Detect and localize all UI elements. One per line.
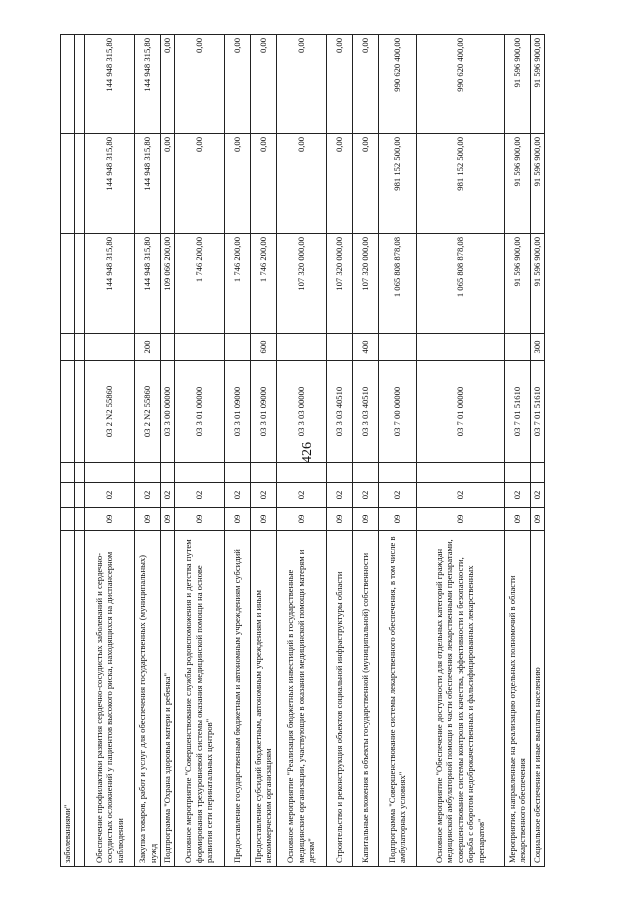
gp-code: 09 [250, 508, 276, 531]
table-row [174, 35, 224, 867]
vr-code [378, 334, 416, 361]
rz-code: 02 [161, 483, 175, 508]
rz-code: 02 [530, 483, 544, 508]
sum-3: 91 596 900,00 [504, 35, 530, 134]
sum-2: 144 948 315,80 [135, 134, 161, 234]
spacer-cell [75, 334, 85, 361]
rz-code: 02 [276, 483, 326, 508]
csr-code: 03 3 03 00000 [276, 361, 326, 463]
vr-code [61, 334, 75, 361]
gp-code: 09 [276, 508, 326, 531]
sum-3: 0,00 [250, 35, 276, 134]
sum-2: 0,00 [224, 134, 250, 234]
sum-2: 0,00 [250, 134, 276, 234]
csr-code: 03 2 N2 55860 [135, 361, 161, 463]
pr-code [378, 463, 416, 483]
spacer-cell [75, 234, 85, 334]
vr-code [276, 334, 326, 361]
row-description: Капитальные вложения в объекты государственной (муниципальной) собственности [352, 531, 378, 867]
sum-3 [61, 35, 75, 134]
row-description: Предоставление государственным бюджетным и автономным учреждениям субсидий [224, 531, 250, 867]
csr-code: 03 3 03 40510 [352, 361, 378, 463]
sum-1: 107 320 000,00 [276, 234, 326, 334]
row-description: Подпрограмма "Охрана здоровья матери и ребенка" [161, 531, 175, 867]
sum-1: 109 066 200,00 [161, 234, 175, 334]
gp-code: 09 [530, 508, 544, 531]
row-description: Мероприятия, направленные на реализацию отдельных полномочий в области лекарственного обеспечения [504, 531, 530, 867]
sum-3: 0,00 [352, 35, 378, 134]
budget-table [60, 34, 545, 867]
gp-code: 09 [224, 508, 250, 531]
sum-2: 0,00 [352, 134, 378, 234]
csr-code: 03 3 01 09000 [250, 361, 276, 463]
table-row [352, 35, 378, 867]
vr-code: 300 [530, 334, 544, 361]
row-description: Обеспечение профилактики развития сердечно-сосудистых заболеваний и сердечно-сосудистых осложнений у пациентов высокого риска, находящихся на диспансерном наблюдении [85, 531, 135, 867]
rz-code: 02 [85, 483, 135, 508]
gp-code: 09 [135, 508, 161, 531]
rz-code [61, 483, 75, 508]
table-row [224, 35, 250, 867]
vr-code [161, 334, 175, 361]
spacer-cell [75, 35, 85, 134]
row-description: Основное мероприятие "Реализация бюджетных инвестиций в государственные медицинские организации, участвующие в оказании медицинской помощи матерям и детям" [276, 531, 326, 867]
pr-code [250, 463, 276, 483]
sum-1: 1 746 200,00 [174, 234, 224, 334]
gp-code: 09 [504, 508, 530, 531]
pr-code [530, 463, 544, 483]
sum-3: 990 620 400,00 [416, 35, 504, 134]
sum-2 [61, 134, 75, 234]
row-description: Основное мероприятие "Обеспечение доступности для отдельных категорий граждан медицинской амбулаторной помощи в части обеспечения лекарственными препаратами, совершенствование системы контроля их качества, эффективности и безопасности, борьба с оборотом недоброкачественных и фальсифицированных лекарственных препаратов" [416, 531, 504, 867]
vr-code: 600 [250, 334, 276, 361]
sum-2: 144 948 315,80 [85, 134, 135, 234]
vr-code [504, 334, 530, 361]
row-description: заболеваниями" [61, 531, 75, 867]
pr-code [61, 463, 75, 483]
rz-code: 02 [174, 483, 224, 508]
gp-code: 09 [174, 508, 224, 531]
spacer-cell [75, 134, 85, 234]
spacer-cell [75, 463, 85, 483]
rz-code: 02 [224, 483, 250, 508]
vr-code: 400 [352, 334, 378, 361]
csr-code: 03 2 N2 55860 [85, 361, 135, 463]
pr-code [504, 463, 530, 483]
pr-code [161, 463, 175, 483]
csr-code: 03 7 01 51610 [504, 361, 530, 463]
sum-1: 1 065 808 878,08 [378, 234, 416, 334]
sum-2: 0,00 [276, 134, 326, 234]
sum-1: 107 320 000,00 [352, 234, 378, 334]
csr-code: 03 3 01 09000 [224, 361, 250, 463]
sum-3: 144 948 315,80 [85, 35, 135, 134]
pr-code [352, 463, 378, 483]
pr-code [276, 463, 326, 483]
table-row [161, 35, 175, 867]
sum-3: 0,00 [326, 35, 352, 134]
sum-2: 0,00 [161, 134, 175, 234]
sum-1: 1 746 200,00 [224, 234, 250, 334]
sum-1 [61, 234, 75, 334]
table-row [61, 35, 75, 867]
table-row [135, 35, 161, 867]
row-description: Социальное обеспечение и иные выплаты населению [530, 531, 544, 867]
table-row [378, 35, 416, 867]
csr-code [61, 361, 75, 463]
sum-3: 990 620 400,00 [378, 35, 416, 134]
sum-1: 1 065 808 878,08 [416, 234, 504, 334]
table-row [250, 35, 276, 867]
sum-3: 0,00 [224, 35, 250, 134]
rz-code: 02 [378, 483, 416, 508]
pr-code [85, 463, 135, 483]
csr-code: 03 3 00 00000 [161, 361, 175, 463]
sum-2: 0,00 [326, 134, 352, 234]
spacer-cell [75, 483, 85, 508]
gp-code: 09 [352, 508, 378, 531]
table-row [504, 35, 530, 867]
sum-1: 144 948 315,80 [85, 234, 135, 334]
row-description: Подпрограмма "Совершенствование системы лекарственного обеспечения, в том числе в амбулаторных условиях" [378, 531, 416, 867]
vr-code [85, 334, 135, 361]
rz-code: 02 [250, 483, 276, 508]
pr-code [135, 463, 161, 483]
table-row [326, 35, 352, 867]
sum-3: 0,00 [161, 35, 175, 134]
rz-code: 02 [352, 483, 378, 508]
table-row [85, 35, 135, 867]
row-description: Закупка товаров, работ и услуг для обеспечения государственных (муниципальных) нужд [135, 531, 161, 867]
pr-code [224, 463, 250, 483]
table-row [416, 35, 504, 867]
csr-code: 03 7 01 51610 [530, 361, 544, 463]
spacer-cell [75, 531, 85, 867]
spacer-row [75, 35, 85, 867]
row-description: Основное мероприятие "Совершенствование службы родовспоможения и детства путем формирования трехуровневой системы оказания медицинской помощи на основе развития сети перинатальных центров" [174, 531, 224, 867]
sum-3: 0,00 [174, 35, 224, 134]
sum-1: 91 596 900,00 [504, 234, 530, 334]
spacer-cell [75, 508, 85, 531]
sum-1: 91 596 900,00 [530, 234, 544, 334]
vr-code [326, 334, 352, 361]
pr-code [326, 463, 352, 483]
gp-code: 09 [326, 508, 352, 531]
vr-code [224, 334, 250, 361]
sum-1: 144 948 315,80 [135, 234, 161, 334]
gp-code: 09 [416, 508, 504, 531]
sum-3: 91 596 900,00 [530, 35, 544, 134]
rz-code: 02 [135, 483, 161, 508]
rz-code: 02 [326, 483, 352, 508]
sum-3: 0,00 [276, 35, 326, 134]
sum-2: 981 152 500,00 [378, 134, 416, 234]
csr-code: 03 3 01 00000 [174, 361, 224, 463]
sum-2: 981 152 500,00 [416, 134, 504, 234]
sum-2: 91 596 900,00 [530, 134, 544, 234]
sum-2: 0,00 [174, 134, 224, 234]
csr-code: 03 3 03 40510 [326, 361, 352, 463]
gp-code: 09 [378, 508, 416, 531]
csr-code: 03 7 00 00000 [378, 361, 416, 463]
table-row [276, 35, 326, 867]
row-description: Предоставление субсидий бюджетным, автономным учреждениям и иным некоммерческим организациям [250, 531, 276, 867]
gp-code: 09 [161, 508, 175, 531]
rz-code: 02 [416, 483, 504, 508]
rz-code: 02 [504, 483, 530, 508]
table-row [530, 35, 544, 867]
vr-code [416, 334, 504, 361]
spacer-cell [75, 361, 85, 463]
gp-code: 09 [85, 508, 135, 531]
gp-code [61, 508, 75, 531]
sum-3: 144 948 315,80 [135, 35, 161, 134]
vr-code [174, 334, 224, 361]
pr-code [416, 463, 504, 483]
csr-code: 03 7 01 00000 [416, 361, 504, 463]
pr-code [174, 463, 224, 483]
sum-1: 1 746 200,00 [250, 234, 276, 334]
vr-code: 200 [135, 334, 161, 361]
page-number: 426 [300, 442, 315, 463]
row-description: Строительство и реконструкция объектов социальной инфраструктуры области [326, 531, 352, 867]
sum-1: 107 320 000,00 [326, 234, 352, 334]
sum-2: 91 596 900,00 [504, 134, 530, 234]
